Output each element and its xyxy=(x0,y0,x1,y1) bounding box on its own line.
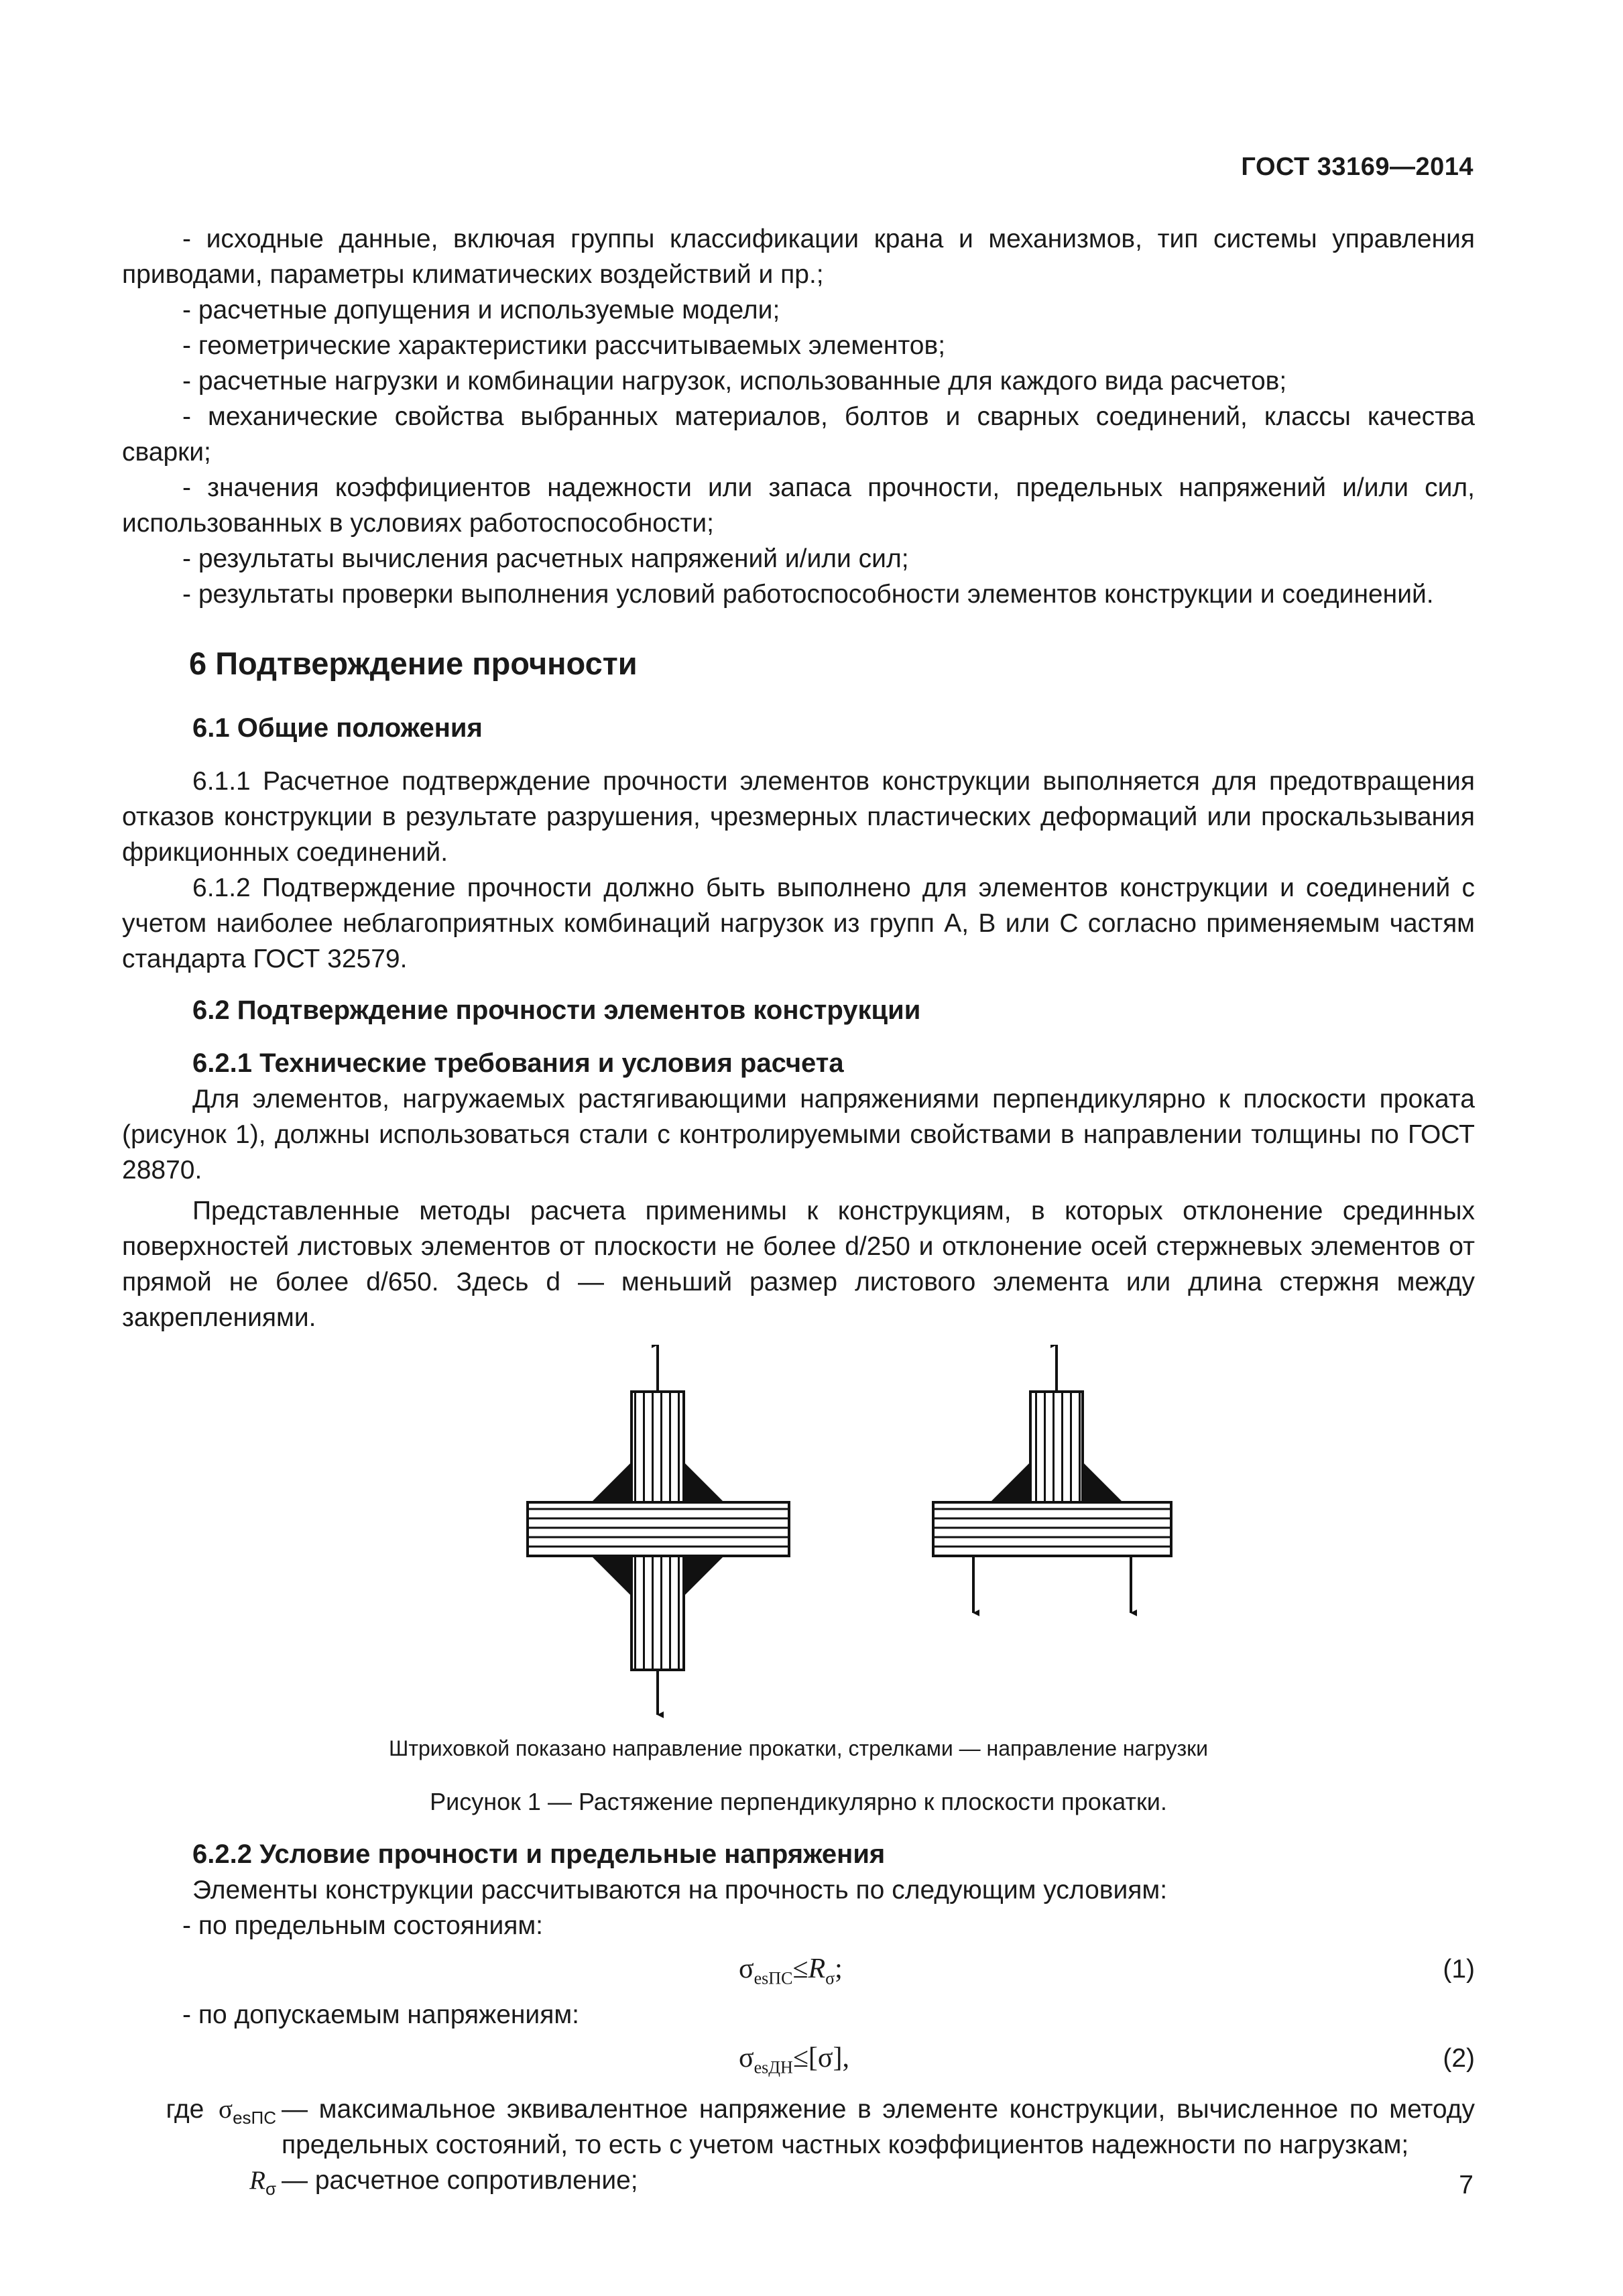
list-item: - по предельным состояниям: xyxy=(182,1911,544,1940)
definition-symbol: где $\sigma_{esПС}$ xyxy=(166,2095,276,2128)
paragraph-6-2-1-a: Для элементов, нагружаемых растягивающими напряжениями перпендикулярно к плоскости проката (рисунок 1), должны использоваться стали с контролируемыми свойствами в направлении толщины по ГОСТ 28870. xyxy=(122,1085,1475,1185)
list-item: - механические свойства выбранных материалов, болтов и сварных соединений, классы качества сварки; xyxy=(122,402,1475,467)
requirements-list xyxy=(122,221,1475,612)
paragraph-6-1-2: 6.1.2 Подтверждение прочности должно быть выполнено для элементов конструкции и соединений с учетом наиболее неблагоприятных комбинаций нагрузок из групп А, В или С согласно применяемым частям стандарта ГОСТ 32579. xyxy=(122,873,1475,973)
list-item: - значения коэффициентов надежности или запаса прочности, предельных напряжений и/или сил, использованных в условиях работоспособности; xyxy=(122,473,1475,538)
section-6-2-heading: 6.2 Подтверждение прочности элементов конструкции xyxy=(192,995,921,1025)
paragraph-6-1-1: 6.1.1 Расчетное подтверждение прочности элементов конструкции выполняется для предотвращения отказов конструкции в результате разрушения, чрезмерных пластических деформаций или проскальзывания фрикционных соединений. xyxy=(122,767,1475,867)
cruciform-joint xyxy=(528,1345,789,1715)
figure-caption: Рисунок 1 — Растяжение перпендикулярно к плоскости прокатки. xyxy=(430,1788,1167,1815)
list-item: - расчетные допущения и используемые модели; xyxy=(182,296,780,324)
document-header-id: ГОСТ 33169—2014 xyxy=(1241,153,1474,181)
equation-2-expression: $\sigma_{esДН}\le[\sigma]$, xyxy=(739,2043,849,2077)
symbol-definitions xyxy=(122,2092,1475,2207)
page-content xyxy=(122,221,1475,2207)
equation-1-expression: $\sigma_{esПС}\le R_\sigma$; xyxy=(739,1953,843,1988)
definition-symbol: $R_\sigma$ xyxy=(249,2166,276,2199)
equation-1-number: (1) xyxy=(1443,1955,1475,1984)
t-joint xyxy=(933,1345,1171,1613)
paragraph-6-2-2-intro: Элементы конструкции рассчитываются на прочность по следующим условиям: xyxy=(192,1876,1168,1905)
list-item: - исходные данные, включая группы классификации крана и механизмов, тип системы управления приводами, параметры климатических воздействий и пр.; xyxy=(122,225,1475,289)
figure-1 xyxy=(122,1345,1475,1720)
list-item: - по допускаемым напряжениям: xyxy=(182,2000,579,2029)
list-item: - результаты проверки выполнения условий работоспособности элементов конструкции и соединений. xyxy=(182,580,1434,609)
section-6-2-2-heading: 6.2.2 Условие прочности и предельные напряжения xyxy=(192,1839,886,1869)
equation-2-number: (2) xyxy=(1443,2044,1475,2073)
equation-2 xyxy=(122,2033,1475,2086)
paragraph-6-2-1-b: Представленные методы расчета применимы к конструкциям, в которых отклонение срединных поверхностей листовых элементов от плоскости не более d/250 и отклонение осей стержневых элементов от прямой не более d/650. Здесь d — меньший размер листового элемента или длина стержня между закреплениями. xyxy=(122,1197,1475,1332)
list-item: - геометрические характеристики рассчитываемых элементов; xyxy=(182,331,946,360)
definition-text: — расчетное сопротивление; xyxy=(282,2166,638,2195)
section-6-heading: 6 Подтверждение прочности xyxy=(189,646,638,681)
list-item: - расчетные нагрузки и комбинации нагрузок, использованные для каждого вида расчетов; xyxy=(182,367,1287,396)
equation-1 xyxy=(122,1943,1475,1997)
section-6-1-heading: 6.1 Общие положения xyxy=(192,713,483,743)
page-number: 7 xyxy=(1459,2171,1474,2199)
rolling-tension-diagram xyxy=(518,1345,1175,1720)
section-6-2-1-heading: 6.2.1 Технические требования и условия расчета xyxy=(192,1048,844,1078)
list-item: - результаты вычисления расчетных напряжений и/или сил; xyxy=(182,544,909,573)
figure-note: Штриховкой показано направление прокатки, стрелками — направление нагрузки xyxy=(389,1736,1208,1760)
definition-text: — максимальное эквивалентное напряжение в элементе конструкции, вычисленное по методу предельных состояний, то есть с учетом частных коэффициентов надежности по нагрузкам; xyxy=(282,2095,1475,2159)
